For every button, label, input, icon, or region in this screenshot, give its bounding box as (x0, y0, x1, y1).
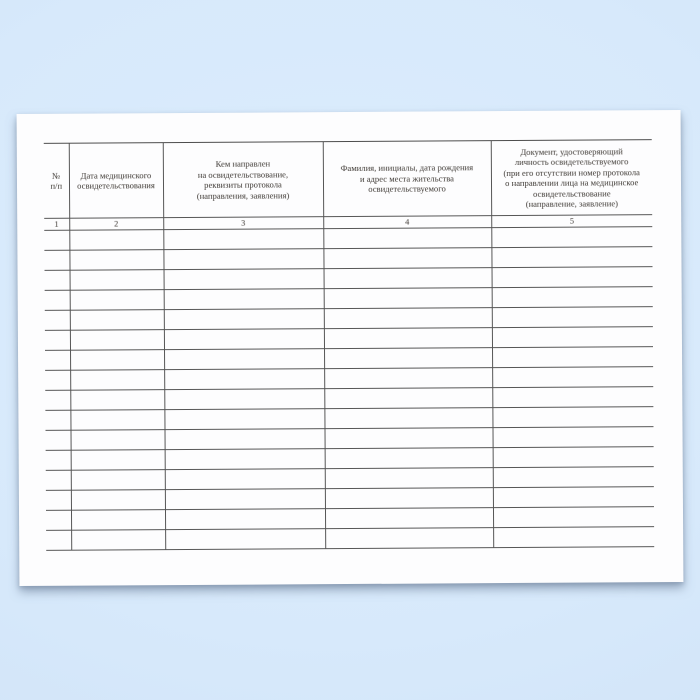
col-header-referred-by: Кем направлен на освидетельствование, реквизиты протокола (направления, заявления) (163, 142, 323, 218)
table-cell (70, 410, 164, 431)
table-cell (493, 467, 654, 488)
table-header (44, 140, 653, 231)
table-cell (492, 347, 653, 368)
table-cell (70, 270, 164, 291)
table-cell (70, 370, 164, 391)
table-cell (164, 389, 324, 410)
col-header-person-details: Фамилия, инициалы, дата рождения и адрес места жительства освидетельствуемого (323, 141, 491, 217)
table-cell (70, 350, 164, 371)
journal-table (44, 139, 654, 551)
table-cell (324, 408, 492, 429)
table-cell (163, 229, 323, 250)
table-cell (492, 267, 653, 288)
table-cell (45, 370, 70, 390)
table-cell (324, 348, 492, 369)
table-cell (164, 269, 324, 290)
table-cell (44, 250, 69, 270)
col-header-identity-document: Документ, удостоверяющий личность освидетельствуемого (при его отсутствии номер протокола о направлении лица на медицинское освидетельствование (направление, заявление) (491, 140, 652, 216)
table-cell (324, 428, 492, 449)
column-number-cell: 1 (44, 218, 69, 230)
table-cell (71, 510, 165, 531)
table-cell (493, 447, 654, 468)
table-cell (325, 508, 493, 529)
table-cell (164, 329, 324, 350)
table-cell (325, 448, 493, 469)
table-cell (164, 369, 324, 390)
table-cell (46, 450, 71, 470)
table-cell (46, 470, 71, 490)
table-cell (324, 368, 492, 389)
column-number-cell: 3 (163, 217, 323, 230)
table-body (44, 227, 654, 551)
col-header-exam-date: Дата медицинского освидетельствования (69, 143, 163, 219)
table-cell (45, 430, 70, 450)
header-row (44, 140, 652, 219)
column-number-cell: 5 (491, 215, 652, 228)
table-cell (70, 330, 164, 351)
table-cell (44, 230, 69, 250)
column-number-cell: 2 (69, 218, 163, 231)
table-cell (165, 509, 325, 530)
table-cell (325, 468, 493, 489)
table-cell (164, 349, 324, 370)
table-cell (492, 367, 653, 388)
table-cell (164, 289, 324, 310)
table-cell (164, 409, 324, 430)
table-cell (164, 429, 324, 450)
table-cell (492, 427, 653, 448)
table-cell (70, 430, 164, 451)
table-cell (324, 308, 492, 329)
table-cell (46, 490, 71, 510)
table-cell (165, 449, 325, 470)
table-cell (325, 488, 493, 509)
table-cell (492, 287, 653, 308)
table-cell (69, 250, 163, 271)
table-cell (45, 270, 70, 290)
table-cell (45, 290, 70, 310)
table-cell (165, 469, 325, 490)
table-cell (493, 487, 654, 508)
table-row (46, 527, 654, 551)
table-cell (45, 310, 70, 330)
table-cell (492, 407, 653, 428)
table-cell (323, 248, 491, 269)
col-header-row-number: № п/п (44, 143, 69, 218)
table-cell (492, 387, 653, 408)
table-cell (45, 330, 70, 350)
table-cell (45, 350, 70, 370)
table-cell (324, 388, 492, 409)
column-number-cell: 4 (323, 216, 491, 229)
table-cell (45, 410, 70, 430)
table-cell (46, 510, 71, 530)
table-cell (71, 450, 165, 471)
table-cell (70, 390, 164, 411)
table-cell (46, 530, 71, 550)
table-cell (69, 230, 163, 251)
table-cell (165, 489, 325, 510)
table-cell (323, 228, 491, 249)
table-cell (45, 390, 70, 410)
document-page (17, 110, 684, 586)
table-cell (71, 470, 165, 491)
table-cell (492, 307, 653, 328)
table-cell (324, 288, 492, 309)
table-cell (71, 490, 165, 511)
table-cell (165, 529, 325, 550)
table-cell (324, 268, 492, 289)
table-cell (325, 528, 493, 549)
table-cell (324, 328, 492, 349)
table-cell (493, 507, 654, 528)
table-cell (491, 227, 652, 248)
table-cell (71, 530, 165, 551)
table-cell (163, 249, 323, 270)
table-cell (492, 327, 653, 348)
table-cell (164, 309, 324, 330)
table-cell (493, 527, 654, 548)
table-cell (491, 247, 652, 268)
table-cell (70, 290, 164, 311)
table-cell (70, 310, 164, 331)
